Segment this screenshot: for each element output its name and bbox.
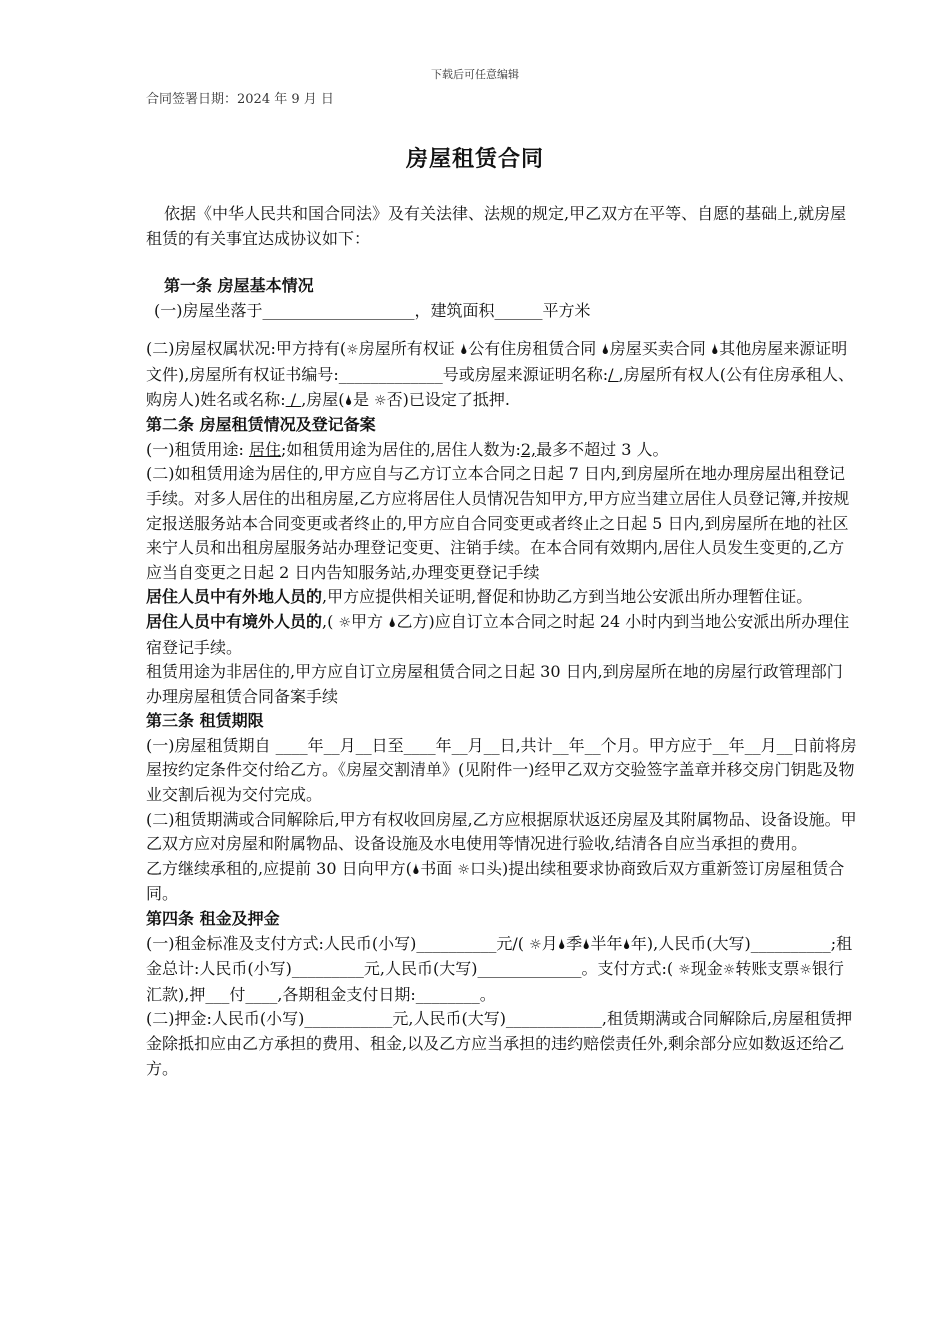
drop-filled-icon: 🌢 (344, 392, 353, 409)
article-3-renewal: 乙方继续承租的,应提前 30 日向甲方(🌢书面 ☼口头)提出续租要求协商致后双方重新签订房屋租赁合同。 (146, 858, 845, 904)
spacer (146, 323, 858, 337)
drop-filled-icon: 🌢 (557, 936, 567, 953)
sun-outline-icon: ☼ (374, 392, 387, 409)
drop-filled-icon: 🌢 (459, 342, 469, 359)
article-4-deposit: (二)押金:人民币(小写)___________元,人民币(大写)____________,租赁期满或合同解除后,房屋租赁押金除抵扣应由乙方承担的费用、租金,以及乙方应当承担的违约赔偿责任外,剩余部分应如数返还给乙方。 (146, 1009, 853, 1078)
intro-paragraph: 依据《中华人民共和国合同法》及有关法律、法规的规定,甲乙双方在平等、自愿的基础上,就房屋租赁的有关事宜达成协议如下： (146, 204, 847, 248)
article-2-usage: (一)租赁用途: 居住;如租赁用途为居住的,居住人数为:2,最多不超过 3 人。 (146, 439, 669, 459)
article-2-nonlocal: 居住人员中有外地人员的,甲方应提供相关证明,督促和协助乙方到当地公安派出所办理暂住证。 (146, 587, 813, 607)
article-4-rent: (一)租金标准及支付方式:人民币(小写)__________元/( ☼月🌢季🌢半年🌢年),人民币(大写)__________;租金总计:人民币(小写)_________元,人民币(大写)_____________。支付方式:( ☼现金☼转账支票☼银行汇款),押___付____,各期租金支付日期:________。 (146, 933, 853, 1004)
contract-body (146, 202, 858, 1081)
article-4-heading: 第四条 租金及押金 (146, 909, 280, 929)
drop-filled-icon: 🌢 (710, 342, 720, 359)
article-2-foreign: 居住人员中有境外人员的,( ☼甲方 🌢乙方)应自订立本合同之时起 24 小时内到当地公安派出所办理住宿登记手续。 (146, 611, 850, 657)
article-3-expiry: (二)租赁期满或合同解除后,甲方有权收回房屋,乙方应根据原状返还房屋及其附属物品、设备设施。甲乙双方应对房屋和附属物品、设备设施及水电使用等情况进行验收,结清各自应当承担的费用。 (146, 809, 857, 854)
sun-outline-icon: ☼ (529, 936, 542, 953)
drop-filled-icon: 🌢 (388, 614, 397, 631)
article-1-ownership: (二)房屋权属状况:甲方持有(☼房屋所有权证 🌢公有住房租赁合同 🌢房屋买卖合同 🌢其他房屋来源证明文件),房屋所有权证书编号:_____________号或房屋来源证明名称:/ ,房屋所有权人(公有住房承租人、购房人)姓名或名称: / ,房屋(🌢是 ☼否)已设定了抵押. (146, 339, 854, 409)
sun-outline-icon: ☼ (346, 342, 359, 359)
sun-outline-icon: ☼ (457, 861, 470, 878)
sun-outline-icon: ☼ (678, 962, 691, 979)
sign-date: 合同签署日期：2024 年 9 月 日 (146, 92, 334, 107)
download-note: 下载后可任意编辑 (431, 68, 519, 81)
drop-filled-icon: 🌢 (622, 936, 631, 953)
drop-filled-icon: 🌢 (601, 342, 610, 359)
article-2-nonresidential: 租赁用途为非居住的,甲方应自订立房屋租赁合同之日起 30 日内,到房屋所在地的房屋行政管理部门办理房屋租赁合同备案手续 (146, 662, 843, 706)
drop-filled-icon: 🌢 (411, 861, 421, 878)
sun-outline-icon: ☼ (722, 962, 736, 979)
article-3-term: (一)房屋租赁期自 ____年__月__日至____年__月__日,共计__年__个月。甲方应于__年__月__日前将房屋按约定条件交付给乙方。《房屋交割清单》(见附件一)经甲乙双方交验签字盖章并移交房门钥匙及物业交割后视为交付完成。 (146, 735, 857, 805)
document-title: 房屋租赁合同 (405, 147, 544, 172)
article-1-heading: 第一条 房屋基本情况 (164, 276, 314, 296)
article-2-heading: 第二条 房屋租赁情况及登记备案 (146, 415, 376, 435)
drop-filled-icon: 🌢 (582, 936, 591, 953)
sun-outline-icon: ☼ (799, 962, 812, 979)
article-1-location: (一)房屋坐落于___________________，建筑面积______平方米 (154, 300, 591, 320)
article-2-registration: (二)如租赁用途为居住的,甲方应自与乙方订立本合同之日起 7 日内,到房屋所在地办理房屋出租登记手续。对多人居住的出租房屋,乙方应将居住人员情况告知甲方,甲方应当建立居住人员登记簿,并按规定报送服务站本合同变更或者终止的,甲方应自合同变更或者终止之日起 5 日内,到房屋所在地的社区来宁人员和出租房屋服务站办理登记变更、注销手续。在本合同有效期内,居住人员发生变更的,乙方应当自变更之日起 2 日内告知服务站,办理变更登记手续 (146, 464, 850, 582)
article-3-heading: 第三条 租赁期限 (146, 711, 264, 731)
sun-outline-icon: ☼ (338, 614, 351, 631)
